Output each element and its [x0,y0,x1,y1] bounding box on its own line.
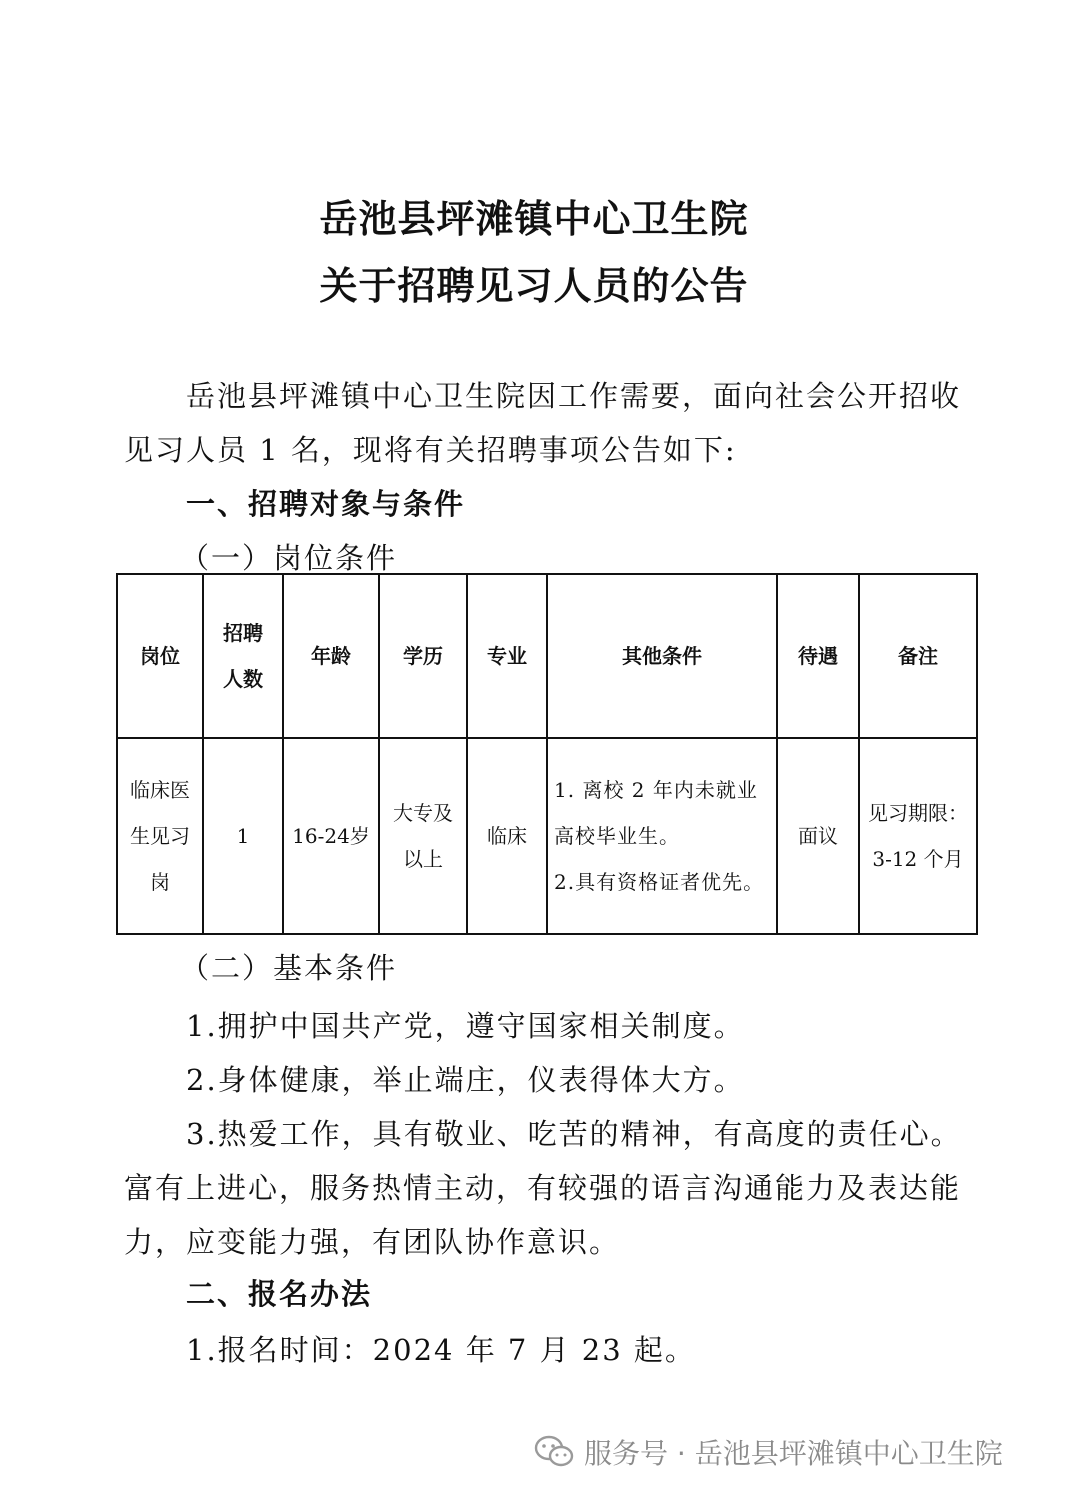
subsection-1-heading: （一）岗位条件 [180,541,398,575]
header-count [203,574,283,738]
section-1-heading: 一、招聘对象与条件 [186,487,466,521]
signup-time: 1.报名时间：2024 年 7 月 23 起。 [186,1333,696,1367]
intro-line-2: 见习人员 1 名，现将有关招聘事项公告如下: [124,433,737,467]
cell-other-conditions [547,738,777,934]
header-count-line-2: 人数 [223,667,263,691]
header-pay: 待遇 [777,574,859,738]
header-other-conditions: 其他条件 [547,574,777,738]
header-education: 学历 [379,574,467,738]
watermark-text: 服务号 · 岳池县坪滩镇中心卫生院 [584,1437,1003,1470]
cell-major: 临床 [467,738,547,934]
section-2-heading: 二、报名办法 [186,1277,373,1311]
cell-education: 大专及以上 [379,738,467,934]
condition-item-2: 2.身体健康，举止端庄，仪表得体大方。 [186,1063,745,1097]
header-age: 年龄 [283,574,379,738]
other-condition-2: 2.具有资格证者优先。 [554,870,765,894]
condition-item-3-cont-1: 富有上进心，服务热情主动，有较强的语言沟通能力及表达能 [124,1171,962,1205]
header-major: 专业 [467,574,547,738]
table-row [117,738,977,934]
header-note: 备注 [859,574,977,738]
intro-line-1: 岳池县坪滩镇中心卫生院因工作需要，面向社会公开招收 [186,379,962,413]
condition-item-3: 3.热爱工作，具有敬业、吃苦的精神，有高度的责任心。 [186,1117,962,1151]
cell-position: 临床医生见习岗 [117,738,203,934]
condition-item-3-cont-2: 力，应变能力强，有团队协作意识。 [124,1225,621,1259]
table-header-row [117,574,977,738]
cell-note: 见习期限：3-12 个月 [859,738,977,934]
header-count-line-1: 招聘 [223,621,263,645]
title-line-2: 关于招聘见习人员的公告 [319,264,749,308]
position-table [116,573,978,935]
condition-item-1: 1.拥护中国共产党，遵守国家相关制度。 [186,1009,745,1043]
watermark [534,1430,1003,1474]
header-position: 岗位 [117,574,203,738]
cell-count: 1 [203,738,283,934]
subsection-2-heading: （二）基本条件 [180,951,398,985]
other-condition-1: 1. 离校 2 年内未就业高校毕业生。 [554,778,758,848]
title-line-1: 岳池县坪滩镇中心卫生院 [319,197,749,241]
cell-age: 16-24岁 [283,738,379,934]
cell-pay: 面议 [777,738,859,934]
wechat-icon [534,1435,574,1469]
